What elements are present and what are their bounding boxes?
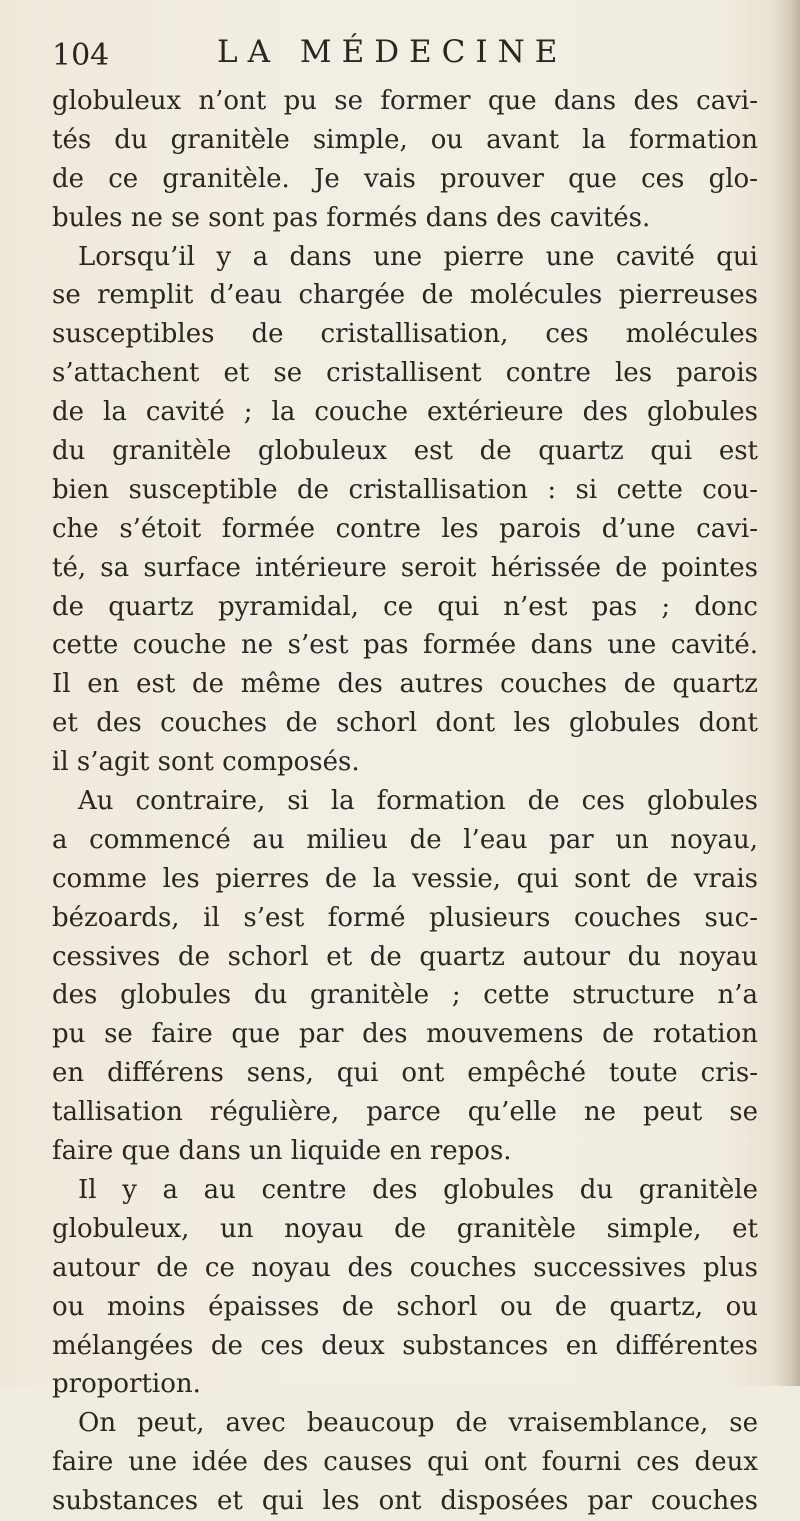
text-line: s’attachent et se cristallisent contre les parois [52,358,758,389]
text-line: On peut, avec beaucoup de vraisemblance, se [78,1408,758,1439]
text-line: et des couches de schorl dont les globules dont [52,708,758,739]
text-line: mélangées de ces deux substances en différentes [52,1330,758,1361]
page-header [52,34,742,80]
running-title: LA MÉDECINE [217,34,568,70]
text-line: autour de ce noyau des couches successives plus [52,1252,758,1283]
text-line: pu se faire que par des mouvemens de rotation [52,1019,758,1050]
text-line: faire une idée des causes qui ont fourni ces deux [52,1447,758,1478]
text-line: Lorsqu’il y a dans une pierre une cavité qui [78,241,758,272]
text-line: a commencé au milieu de l’eau par un noyau, [52,824,758,855]
text-line: globuleux, un noyau de granitèle simple, et [52,1213,758,1244]
text-line: bézoards, il s’est formé plusieurs couches suc- [52,902,758,933]
text-line: comme les pierres de la vessie, qui sont de vrais [52,863,758,894]
text-line: des globules du granitèle ; cette structure n’a [52,980,758,1011]
text-line: tés du granitèle simple, ou avant la formation [52,124,758,155]
text-line: bien susceptible de cristallisation : si cette cou- [52,474,758,505]
text-line: de ce granitèle. Je vais prouver que ces glo- [52,163,758,194]
page-edge-shadow [772,0,800,1386]
text-line: susceptibles de cristallisation, ces molécules [52,319,758,350]
text-line: substances et qui les ont disposées par couches [52,1486,758,1517]
page-number: 104 [52,38,110,73]
text-line: bules ne se sont pas formés dans des cavités. [52,202,651,233]
text-line: il s’agit sont composés. [52,747,360,778]
text-line: tallisation régulière, parce qu’elle ne peut se [52,1097,758,1128]
text-line: de la cavité ; la couche extérieure des globules [52,397,758,428]
text-line: en différens sens, qui ont empêché toute cris- [52,1058,758,1089]
text-line: té, sa surface intérieure seroit hérissée de pointes [52,552,758,583]
text-line: de quartz pyramidal, ce qui n’est pas ; donc [52,591,758,622]
text-line: du granitèle globuleux est de quartz qui est [52,436,758,467]
text-line: che s’étoit formée contre les parois d’une cavi- [52,513,758,544]
text-line: Il en est de même des autres couches de quartz [52,669,758,700]
text-line: cessives de schorl et de quartz autour du noyau [52,941,758,972]
body-text [52,82,758,1521]
text-line: cette couche ne s’est pas formée dans une cavité. [52,630,758,661]
text-line: Au contraire, si la formation de ces globules [78,786,758,817]
text-line: faire que dans un liquide en repos. [52,1136,512,1167]
text-line: se remplit d’eau chargée de molécules pierreuses [52,280,758,311]
text-line: globuleux n’ont pu se former que dans des cavi- [52,86,758,116]
text-line: Il y a au centre des globules du granitèle [78,1174,758,1205]
text-line: ou moins épaisses de schorl ou de quartz, ou [52,1291,758,1322]
text-line: proportion. [52,1369,201,1400]
